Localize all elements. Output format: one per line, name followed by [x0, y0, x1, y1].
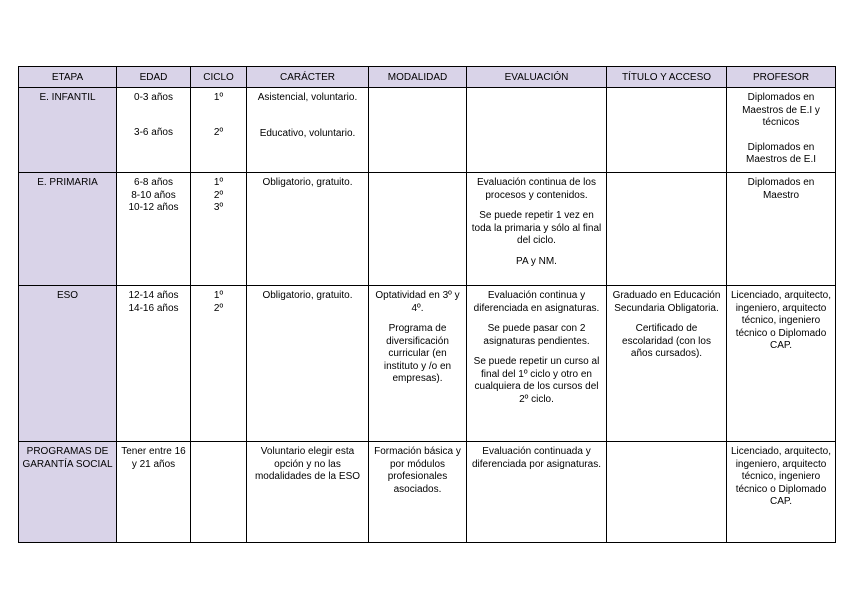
edad-value: Tener entre 16 y 21 años	[121, 446, 186, 470]
edad-value: 10-12 años	[128, 202, 179, 213]
evaluacion-text: PA y NM.	[516, 255, 557, 267]
evaluacion-text: Se puede pasar con 2 asignaturas pendientes.	[483, 323, 590, 347]
cell-ciclo	[191, 88, 247, 173]
etapa-label: E. INFANTIL	[39, 92, 96, 103]
cell-modalidad	[369, 173, 467, 286]
header-profesor: PROFESOR	[727, 67, 836, 88]
cell-etapa	[19, 442, 117, 543]
cell-ciclo	[191, 286, 247, 442]
ciclo-value: 3º	[213, 202, 224, 213]
caracter-text: Obligatorio, gratuito.	[262, 290, 353, 301]
cell-titulo	[607, 88, 727, 173]
edad-value: 0-3 años	[134, 92, 173, 103]
cell-etapa	[19, 88, 117, 173]
table-row	[19, 173, 836, 286]
table-row	[19, 88, 836, 173]
education-stages-table	[18, 66, 836, 543]
header-modalidad: MODALIDAD	[369, 67, 467, 88]
ciclo-value: 2º	[213, 126, 224, 138]
edad-value: 6-8 años	[134, 177, 173, 188]
modalidad-text: Optatividad en 3º y 4º.	[375, 290, 460, 314]
cell-evaluacion	[467, 88, 607, 173]
cell-profesor	[727, 173, 836, 286]
cell-modalidad	[369, 442, 467, 543]
evaluacion-text: Se puede repetir 1 vez en toda la primaria y sólo al final del ciclo.	[471, 210, 602, 246]
ciclo-value: 1º	[213, 290, 224, 301]
evaluacion-text: Evaluación continuada y diferenciada por asignaturas.	[472, 446, 601, 470]
etapa-label: E. PRIMARIA	[37, 177, 98, 188]
ciclo-value: 2º	[213, 302, 224, 314]
caracter-text: Asistencial, voluntario.	[257, 92, 358, 103]
cell-caracter	[247, 286, 369, 442]
titulo-text: Graduado en Educación Secundaria Obligatoria.	[612, 290, 721, 314]
table-row	[19, 286, 836, 442]
cell-titulo	[607, 442, 727, 543]
header-ciclo: CICLO	[191, 67, 247, 88]
cell-edad	[117, 442, 191, 543]
modalidad-text: Programa de diversificación curricular (en instituto y /o en empresas).	[383, 323, 452, 384]
cell-edad	[117, 88, 191, 173]
ciclo-value: 1º	[213, 92, 224, 103]
caracter-text: Voluntario elegir esta opción y no las modalidades de la ESO	[254, 446, 361, 482]
cell-evaluacion	[467, 442, 607, 543]
header-etapa: ETAPA	[19, 67, 117, 88]
cell-evaluacion	[467, 173, 607, 286]
cell-edad	[117, 173, 191, 286]
edad-value: 12-14 años	[128, 290, 179, 301]
header-titulo: TÍTULO Y ACCESO	[607, 67, 727, 88]
edad-value: 8-10 años	[131, 189, 176, 201]
table-header-row	[19, 67, 836, 88]
profesor-text: Licenciado, arquitecto, ingeniero, arquitecto técnico, ingeniero técnico o Diplomado CAP.	[730, 446, 832, 507]
evaluacion-text: Se puede repetir un curso al final del 1º ciclo y otro en cualquiera de los cursos del 2º ciclo.	[473, 356, 600, 405]
profesor-text: Diplomados en Maestros de E.I	[745, 141, 817, 165]
cell-evaluacion	[467, 286, 607, 442]
profesor-text: Licenciado, arquitecto, ingeniero, arquitecto técnico, ingeniero técnico o Diplomado CAP.	[730, 290, 832, 351]
cell-profesor	[727, 88, 836, 173]
cell-edad	[117, 286, 191, 442]
ciclo-value: 1º	[213, 177, 224, 188]
table-row	[19, 442, 836, 543]
caracter-text: Obligatorio, gratuito.	[262, 177, 353, 188]
edad-value: 3-6 años	[134, 126, 173, 138]
cell-caracter	[247, 173, 369, 286]
evaluacion-text: Evaluación continua de los procesos y contenidos.	[477, 177, 596, 201]
evaluacion-text: Evaluación continua y diferenciada en asignaturas.	[473, 290, 600, 314]
modalidad-text: Formación básica y por módulos profesionales asociados.	[374, 446, 461, 495]
profesor-text: Diplomados en Maestro	[747, 177, 815, 201]
titulo-text: Certificado de escolaridad (con los años cursados).	[622, 323, 711, 359]
ciclo-value: 2º	[213, 189, 224, 201]
cell-modalidad	[369, 286, 467, 442]
etapa-label: PROGRAMAS DE GARANTÍA SOCIAL	[22, 446, 113, 470]
cell-ciclo	[191, 173, 247, 286]
cell-titulo	[607, 286, 727, 442]
cell-profesor	[727, 286, 836, 442]
caracter-text: Educativo, voluntario.	[259, 127, 356, 139]
cell-caracter	[247, 88, 369, 173]
cell-titulo	[607, 173, 727, 286]
header-caracter: CARÁCTER	[247, 67, 369, 88]
cell-caracter	[247, 442, 369, 543]
cell-ciclo	[191, 442, 247, 543]
cell-etapa	[19, 286, 117, 442]
header-evaluacion: EVALUACIÓN	[467, 67, 607, 88]
etapa-label: ESO	[56, 290, 79, 301]
edad-value: 14-16 años	[128, 302, 179, 314]
cell-modalidad	[369, 88, 467, 173]
cell-etapa	[19, 173, 117, 286]
profesor-text: Diplomados en Maestros de E.I y técnicos	[742, 92, 820, 128]
header-edad: EDAD	[117, 67, 191, 88]
cell-profesor	[727, 442, 836, 543]
